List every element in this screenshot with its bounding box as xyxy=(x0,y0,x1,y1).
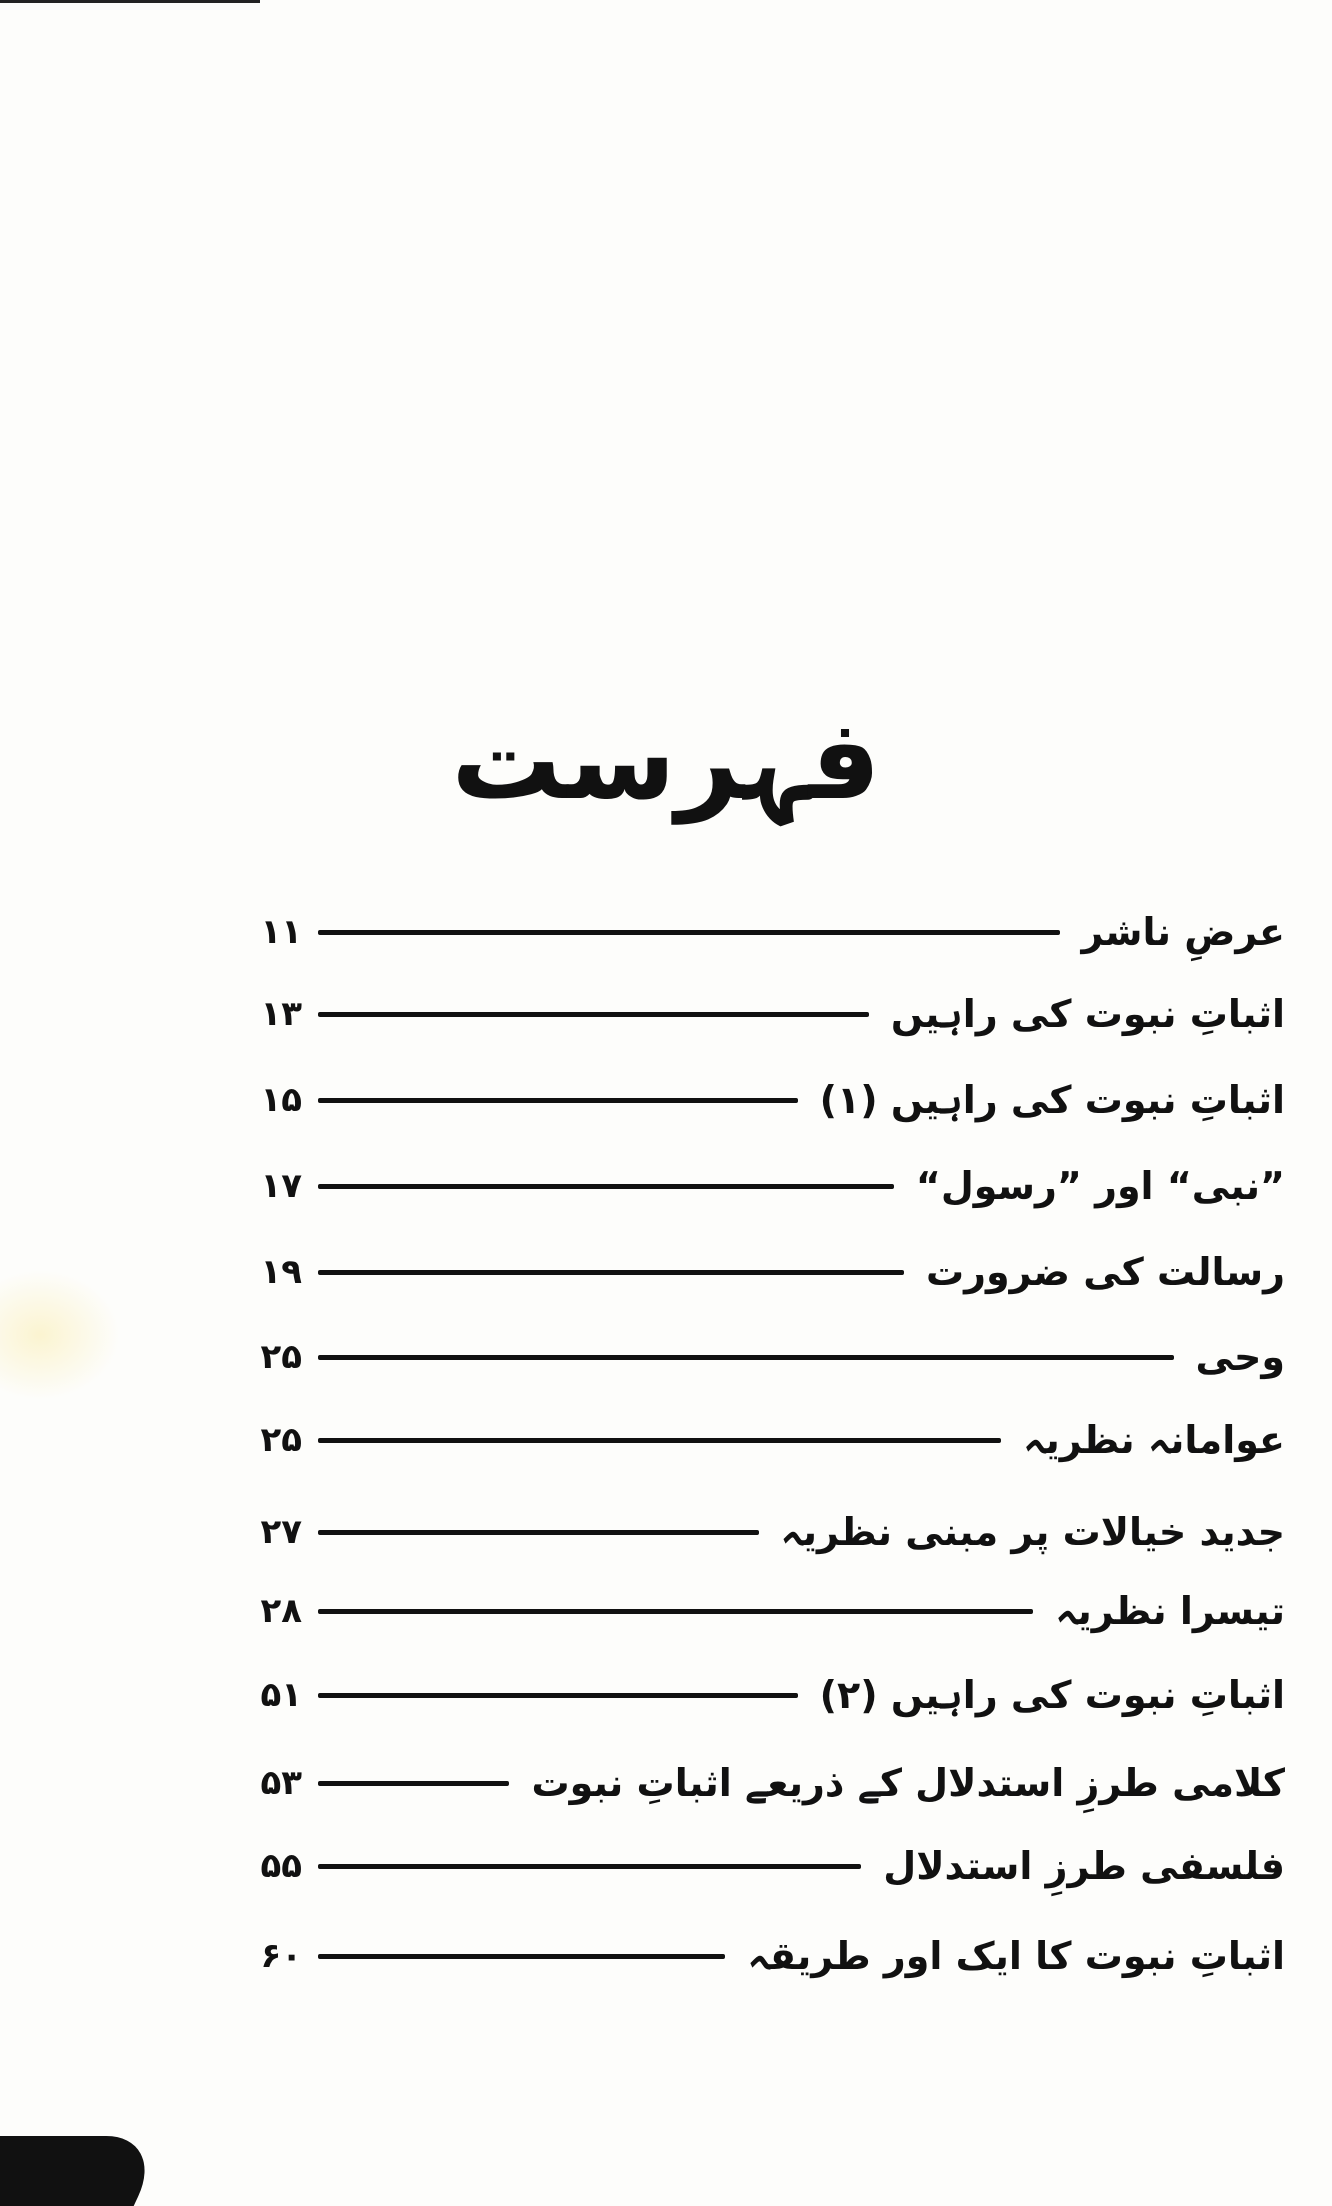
toc-page-number: ۱۷ xyxy=(260,1166,302,1206)
toc-entry[interactable] xyxy=(240,1660,1285,1730)
leader-line xyxy=(318,930,1060,935)
toc-entry-label: رسالت کی ضرورت xyxy=(925,1250,1285,1294)
toc-page-number: ۶۰ xyxy=(260,1936,302,1976)
toc-entry[interactable] xyxy=(240,1322,1285,1392)
toc-entry-label: اثباتِ نبوت کی راہیں (۱) xyxy=(819,1078,1285,1122)
leader-line xyxy=(318,1781,509,1786)
leader-line xyxy=(318,1864,861,1869)
leader-line xyxy=(318,1954,725,1959)
toc-entry-label: عرضِ ناشر xyxy=(1081,910,1285,954)
toc-entry-label: اثباتِ نبوت کی راہیں (۲) xyxy=(819,1673,1285,1717)
toc-page-number: ۵۳ xyxy=(260,1763,302,1803)
toc-entry[interactable] xyxy=(240,1497,1285,1567)
toc-page-number: ۱۳ xyxy=(260,994,302,1034)
toc-entry[interactable] xyxy=(240,1151,1285,1221)
leader-line xyxy=(318,1098,798,1103)
toc-entry[interactable] xyxy=(240,1237,1285,1307)
toc-entry-label: تیسرا نظریہ xyxy=(1055,1589,1285,1633)
page-title: فہرست xyxy=(451,695,881,824)
toc-entry[interactable] xyxy=(240,1576,1285,1646)
toc-entry-label: فلسفی طرزِ استدلال xyxy=(883,1844,1285,1888)
toc-entry-label: اثباتِ نبوت کی راہیں xyxy=(890,992,1285,1036)
leader-line xyxy=(318,1012,869,1017)
leader-line xyxy=(318,1270,904,1275)
toc-page-number: ۵۵ xyxy=(260,1846,302,1886)
toc-entry[interactable] xyxy=(240,979,1285,1049)
toc-entry-label: کلامی طرزِ استدلال کے ذریعے اثباتِ نبوت xyxy=(531,1761,1285,1805)
toc-page-number: ۱۵ xyxy=(260,1080,302,1120)
leader-line xyxy=(318,1609,1033,1614)
leader-line xyxy=(318,1355,1174,1360)
toc-entry[interactable] xyxy=(240,1921,1285,1991)
paper-stain xyxy=(0,1270,120,1400)
page-corner-shadow xyxy=(0,2136,166,2206)
toc-page-number: ۲۵ xyxy=(260,1420,302,1460)
toc-entry-label: وحی xyxy=(1195,1335,1285,1379)
leader-line xyxy=(318,1530,759,1535)
toc-entry-label: ”نبی“ اور ”رسول“ xyxy=(915,1164,1285,1208)
toc-page-number: ۵۱ xyxy=(260,1675,302,1715)
toc-page-number: ۲۷ xyxy=(260,1512,302,1552)
toc-page-number: ۲۸ xyxy=(260,1591,302,1631)
toc-entry[interactable] xyxy=(240,897,1285,967)
toc-entry[interactable] xyxy=(240,1065,1285,1135)
leader-line xyxy=(318,1184,894,1189)
toc-entry[interactable] xyxy=(240,1831,1285,1901)
leader-line xyxy=(318,1438,1001,1443)
toc-entry-label: اثباتِ نبوت کا ایک اور طریقہ xyxy=(747,1934,1285,1978)
toc-entry[interactable] xyxy=(240,1405,1285,1475)
toc-entry-label: عوامانہ نظریہ xyxy=(1023,1418,1285,1462)
toc-page-number: ۲۵ xyxy=(260,1337,302,1377)
toc-entry[interactable] xyxy=(240,1748,1285,1818)
toc-entry-label: جدید خیالات پر مبنی نظریہ xyxy=(780,1510,1285,1554)
toc-page-number: ۱۱ xyxy=(260,912,302,952)
leader-line xyxy=(318,1693,798,1698)
page-edge-shadow xyxy=(0,0,260,3)
toc-page-number: ۱۹ xyxy=(260,1252,302,1292)
